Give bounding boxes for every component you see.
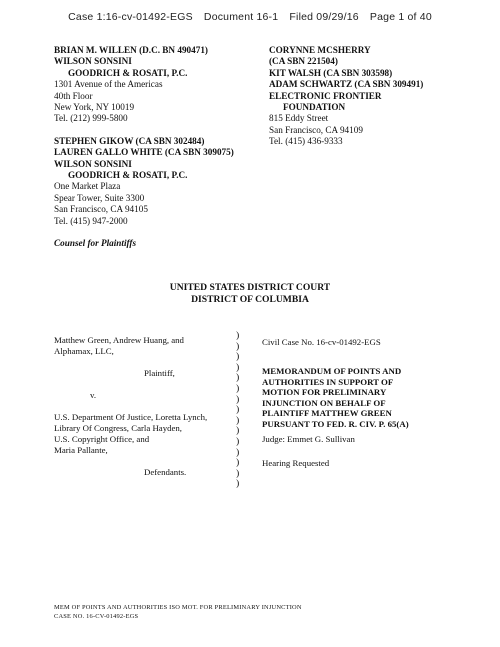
address-2 (54, 181, 264, 227)
case-number-line: Civil Case No. 16-cv-01492-EGS (262, 337, 381, 347)
parties-block (54, 335, 234, 478)
court-title (0, 282, 500, 306)
memo-title-line: MOTION FOR PRELIMINARY (262, 387, 387, 398)
memo-title-line: MEMORANDUM OF POINTS AND (262, 366, 402, 376)
plaintiff-line: Matthew Green, Andrew Huang, and (54, 335, 184, 345)
caption-parentheses (236, 331, 239, 490)
address-line: 40th Floor (54, 90, 93, 101)
defendant-line: Maria Pallante, (54, 445, 108, 455)
document-number: Document 16-1 (203, 11, 279, 23)
attorney-line: FOUNDATION (283, 102, 346, 113)
counsel-for-plaintiffs: Counsel for Plaintiffs (54, 238, 137, 249)
court-name: UNITED STATES DISTRICT COURT (169, 282, 331, 293)
address-right (269, 113, 469, 147)
caption-paren: ) (236, 425, 240, 437)
memo-title-line: PLAINTIFF MATTHEW GREEN (262, 408, 392, 419)
caption-paren: ) (236, 372, 240, 384)
caption-paren: ) (236, 457, 240, 469)
defendant-role: Defendants. (144, 467, 187, 477)
footer-case-number: CASE NO. 16-CV-01492-EGS (54, 612, 139, 620)
attorney-line: CORYNNE MCSHERRY (269, 45, 371, 55)
caption-paren: ) (236, 393, 240, 405)
address-line: San Francisco, CA 94105 (54, 204, 148, 215)
caption-paren: ) (236, 414, 240, 426)
caption-paren: ) (236, 340, 240, 352)
address-line: One Market Plaza (54, 181, 121, 192)
address-line: Tel. (415) 436-9333 (269, 136, 343, 147)
caption-paren: ) (236, 404, 240, 416)
footer-title: MEM OF POINTS AND AUTHORITIES ISO MOT. FOR PRELIMINARY INJUNCTION (54, 604, 302, 611)
page-footer (54, 604, 302, 621)
caption-paren: ) (236, 435, 240, 447)
attorney-names-right (269, 45, 469, 113)
court-district: DISTRICT OF COLUMBIA (191, 294, 309, 305)
address-line: 1301 Avenue of the Americas (54, 79, 163, 90)
versus: v. (90, 390, 97, 400)
plaintiff-role: Plaintiff, (144, 368, 175, 378)
memo-title-line: INJUNCTION ON BEHALF OF (262, 397, 386, 408)
attorney-line: BRIAN M. WILLEN (D.C. BN 490471) (54, 45, 208, 55)
counsel-block-left (54, 45, 264, 250)
address-line: Tel. (415) 947-2000 (54, 215, 128, 226)
attorney-line: (CA SBN 221504) (269, 56, 338, 67)
attorney-line: KIT WALSH (CA SBN 303598) (269, 67, 393, 78)
defendant-line: U.S. Department Of Justice, Loretta Lynch, (54, 412, 208, 422)
judge-line: Judge: Emmet G. Sullivan (262, 434, 355, 444)
caption-paren: ) (236, 382, 240, 394)
attorney-line: ELECTRONIC FRONTIER (269, 90, 382, 101)
counsel-block-right (269, 45, 469, 148)
attorney-line: WILSON SONSINI (54, 56, 132, 67)
address-line: New York, NY 10019 (54, 102, 135, 113)
caption-paren: ) (236, 467, 240, 479)
filed-date: Filed 09/29/16 (289, 11, 359, 23)
defendant-line: Library Of Congress, Carla Hayden, (54, 423, 183, 433)
address-line: Tel. (212) 999-5800 (54, 113, 128, 124)
address-line: San Francisco, CA 94109 (269, 124, 363, 135)
ecf-header (0, 11, 500, 23)
plaintiff-names (54, 335, 234, 357)
attorney-names-1 (54, 45, 264, 79)
attorney-line: GOODRICH & ROSATI, P.C. (68, 170, 188, 181)
caption-paren: ) (236, 478, 240, 490)
caption-paren: ) (236, 361, 240, 373)
page-indicator: Page 1 of 40 (369, 11, 432, 23)
caption-paren: ) (236, 446, 240, 458)
memorandum-title (262, 366, 457, 430)
attorney-line: LAUREN GALLO WHITE (CA SBN 309075) (54, 147, 234, 158)
defendant-line: U.S. Copyright Office, and (54, 434, 150, 444)
defendant-names (54, 412, 234, 456)
plaintiff-line: Alphamax, LLC, (54, 346, 114, 356)
attorney-names-2 (54, 136, 264, 182)
attorney-line: GOODRICH & ROSATI, P.C. (68, 67, 188, 78)
attorney-line: STEPHEN GIKOW (CA SBN 302484) (54, 135, 205, 146)
caption-paren: ) (236, 351, 240, 363)
address-line: 815 Eddy Street (269, 113, 329, 124)
address-line: Spear Tower, Suite 3300 (54, 192, 145, 203)
attorney-line: WILSON SONSINI (54, 158, 132, 169)
hearing-requested: Hearing Requested (262, 458, 330, 468)
address-1 (54, 79, 264, 125)
case-number: Case 1:16-cv-01492-EGS (68, 11, 193, 23)
caption-paren: ) (236, 330, 240, 341)
memo-title-line: AUTHORITIES IN SUPPORT OF (262, 376, 394, 387)
memo-title-line: PURSUANT TO FED. R. CIV. P. 65(A) (262, 418, 409, 429)
attorney-line: ADAM SCHWARTZ (CA SBN 309491) (269, 79, 424, 90)
